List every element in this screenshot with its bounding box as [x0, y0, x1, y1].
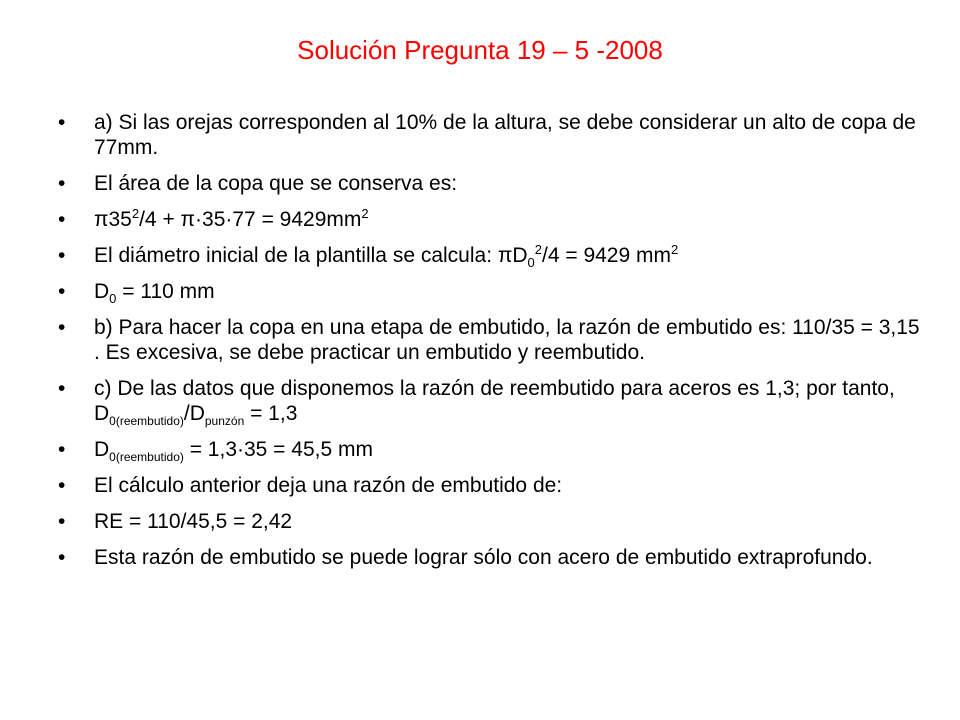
- subscript: 0: [109, 291, 117, 307]
- formula-text: /D: [183, 402, 205, 425]
- subscript: punzón: [204, 414, 245, 429]
- bullet-dot: •: [58, 172, 66, 195]
- bullet-item-11: [58, 545, 928, 570]
- bullet-dot: •: [58, 280, 66, 303]
- superscript: 2: [534, 242, 542, 257]
- bullet-item-1: [58, 110, 928, 160]
- bullet-item-9: [58, 473, 928, 498]
- formula-text: El diámetro inicial de la plantilla se calcula: πD: [94, 244, 528, 267]
- subscript: 0(reembutido): [109, 450, 184, 465]
- bullet-dot: •: [58, 244, 66, 267]
- bullet-item-6: [58, 315, 928, 365]
- bullet-text: Esta razón de embutido se puede lograr sólo con acero de embutido extraprofundo.: [94, 546, 873, 569]
- bullet-list: [58, 110, 928, 581]
- superscript: 2: [131, 206, 140, 221]
- bullet-text: a) Si las orejas corresponden al 10% de la altura, se debe considerar un alto de copa de 77mm.: [94, 111, 916, 159]
- slide-title: Solución Pregunta 19 – 5 -2008: [297, 35, 663, 65]
- bullet-text: RE = 110/45,5 = 2,42: [94, 510, 293, 533]
- subscript: 0(reembutido): [109, 414, 184, 429]
- superscript: 2: [670, 242, 679, 257]
- bullet-item-3: [58, 207, 928, 232]
- bullet-text: El área de la copa que se conserva es:: [94, 172, 458, 195]
- bullet-item-7: [58, 376, 928, 429]
- bullet-dot: •: [58, 316, 66, 339]
- superscript: 2: [361, 206, 369, 221]
- bullet-dot: •: [58, 474, 66, 497]
- bullet-text: El cálculo anterior deja una razón de embutido de:: [94, 474, 563, 497]
- bullet-item-2: [58, 171, 928, 196]
- bullet-dot: •: [58, 510, 66, 533]
- formula-text: = 1,3: [244, 402, 298, 425]
- bullet-dot: •: [58, 546, 66, 569]
- formula-text: /4 + π·35·77 = 9429mm: [139, 208, 362, 231]
- bullet-dot: •: [58, 208, 66, 231]
- formula-text: = 1,3·35 = 45,5 mm: [183, 438, 373, 461]
- bullet-dot: •: [58, 438, 66, 461]
- bullet-item-5: [58, 279, 928, 307]
- bullet-item-8: [58, 437, 928, 465]
- formula-text: π35: [94, 208, 132, 231]
- formula-text: c) De las datos que disponemos la razón de reembutido para aceros es 1,3; por tanto, D: [94, 377, 895, 425]
- formula-text: /4 = 9429 mm: [542, 244, 671, 267]
- formula-text: D: [94, 438, 110, 461]
- formula-text: = 110 mm: [116, 280, 215, 303]
- subscript: 0: [527, 255, 535, 271]
- bullet-dot: •: [58, 111, 66, 134]
- bullet-text: b) Para hacer la copa en una etapa de embutido, la razón de embutido es: 110/35 = 3,15 . Es excesiva, se debe practicar un embutido y reembutido.: [94, 316, 920, 364]
- bullet-item-4: [58, 242, 928, 271]
- bullet-item-10: [58, 509, 928, 534]
- bullet-dot: •: [58, 377, 66, 400]
- formula-text: D: [94, 280, 110, 303]
